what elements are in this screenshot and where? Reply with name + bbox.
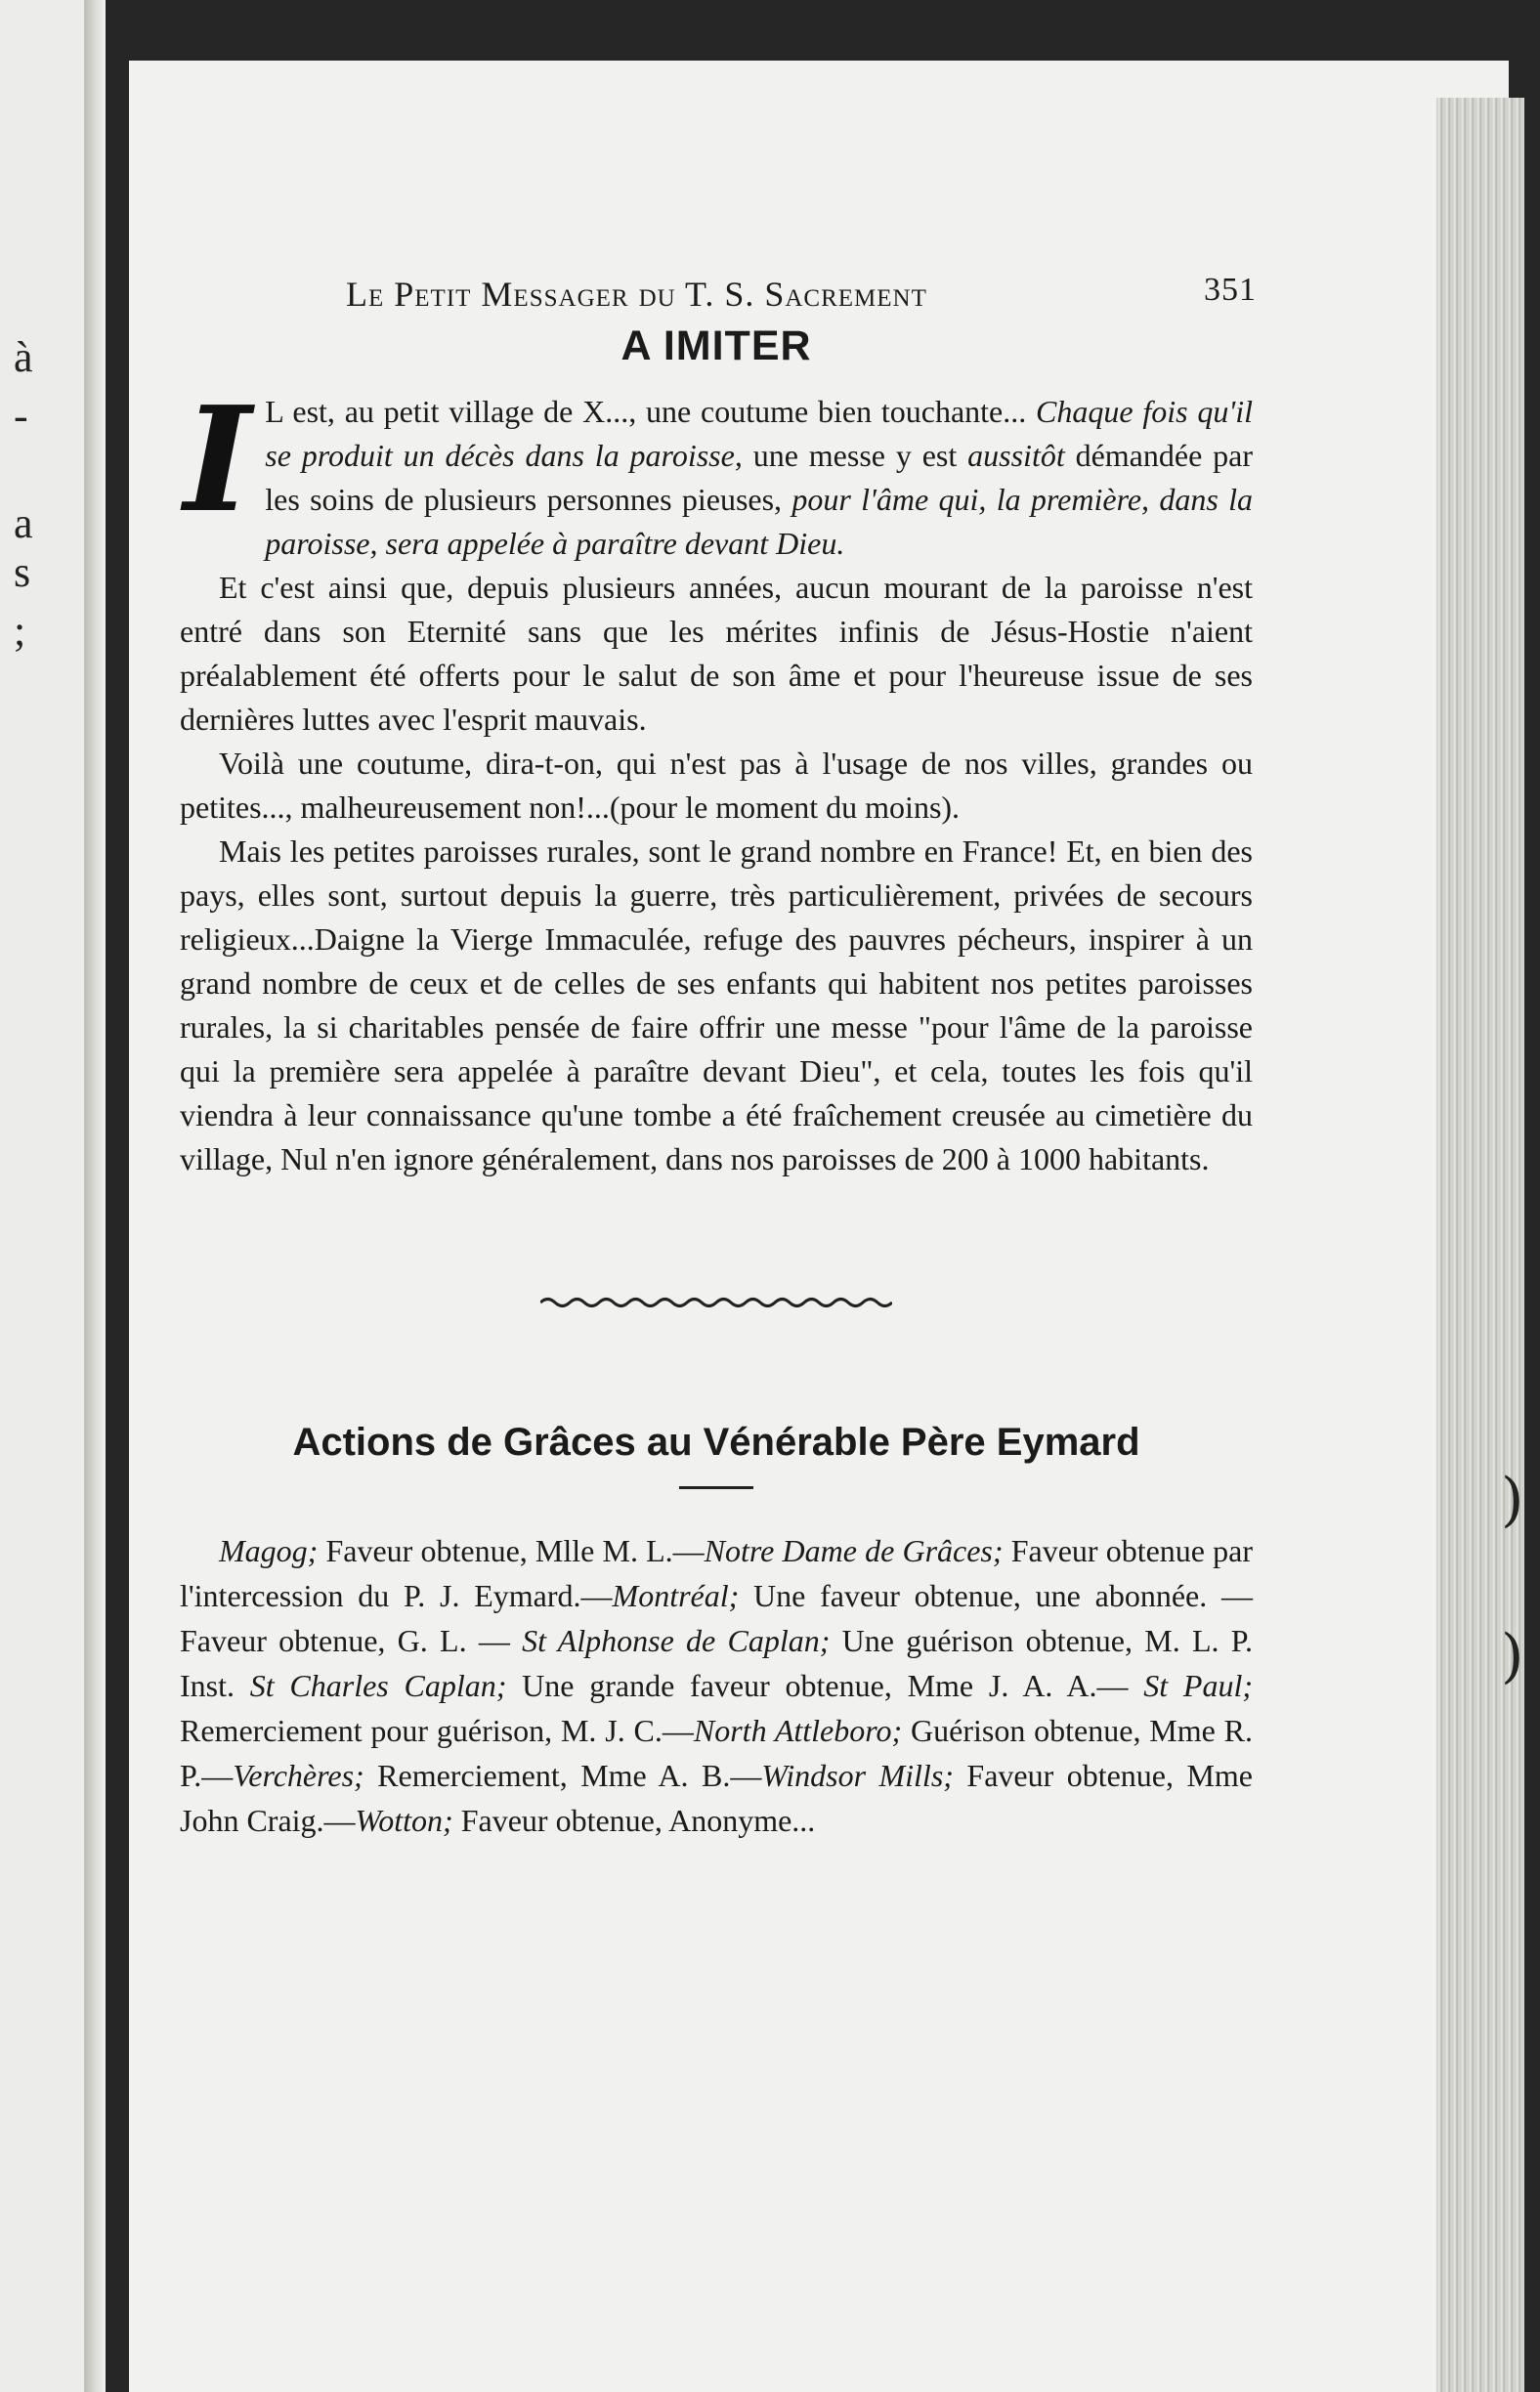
left-page-strip (0, 0, 106, 2392)
thanks-entry: Remerciement pour guérison, M. J. C.— (180, 1713, 694, 1748)
right-margin-mark: ) (1501, 1466, 1524, 1534)
thanks-place: Magog; (219, 1533, 319, 1568)
article-paragraph-2: Et c'est ainsi que, depuis plusieurs années, aucun mourant de la paroisse n'est entré dans son Eternité sans que les mérites infinis de Jésus-Hostie n'aient préalablement été offerts pour le salut de son âme et pour l'heureuse issue de ses dernières luttes avec l'esprit mauvais. (180, 570, 1253, 737)
article-paragraph-4: Mais les petites paroisses rurales, sont le grand nombre en France! Et, en bien des pays, elles sont, surtout depuis la guerre, très particulièrement, privées de secours religieux...Daigne la Vierge Immaculée, refuge des pauvres pécheurs, inspirer à un grand nombre de ceux et de celles de ses enfants qui habitent nos petites paroisses rurales, la si charitables pensée de faire offrir une messe "pour l'âme de la paroisse qui la première sera appelée à paraître devant Dieu", et cela, toutes les fois qu'il viendra à leur connaissance qu'une tombe a été fraîchement creusée au cimetière du village, Nul n'en ignore généralement, dans nos paroisses de 200 à 1000 habitants. (180, 833, 1253, 1176)
thanks-place: St Charles Caplan; (249, 1668, 507, 1703)
page-number: 351 (1204, 272, 1257, 308)
thanks-list (180, 1528, 1253, 1843)
thanks-entry: Une faveur obtenue, une abonnée. — Faveur obtenue, G. L. — (180, 1578, 1254, 1658)
left-page-gutter (84, 0, 106, 2392)
thanks-place: Verchères; (233, 1758, 364, 1793)
running-head (180, 264, 1257, 315)
thanks-place: St Alphonse de Caplan; (522, 1623, 831, 1658)
thanks-place: Montréal; (612, 1578, 740, 1613)
p1-text-b: Chaque fois qu'il se produit un décès dans la paroisse, (265, 394, 1254, 473)
thanks-place: Wotton; (355, 1803, 453, 1838)
p1-text-f: pour l'âme qui, la première, dans la paroisse, sera appelée à paraître devant Dieu. (265, 482, 1254, 561)
thanks-place: Windsor Mills; (761, 1758, 954, 1793)
thanks-place: Notre Dame de Grâces; (704, 1533, 1004, 1568)
p1-text-d: aussitôt (967, 438, 1065, 473)
thanks-entry: Une guérison obtenue, M. L. P. Inst. (180, 1623, 1254, 1703)
thanks-entry: Faveur obtenue par l'intercession du P. J. Eymard.— (180, 1533, 1254, 1613)
page-content (180, 264, 1257, 1843)
p1-text-c: une messe y est (742, 438, 968, 473)
thanks-place: St Paul; (1143, 1668, 1254, 1703)
left-page-fragment: s (14, 548, 31, 596)
article-paragraph-1 (180, 374, 1254, 566)
p1-text-a: L est, au petit village de X..., une coutume bien touchante... (265, 394, 1037, 429)
title-rule (679, 1486, 753, 1489)
thanks-entry: Faveur obtenue, Mme John Craig.— (180, 1758, 1254, 1838)
thanks-entry: Guérison obtenue, Mme R. P.— (180, 1713, 1254, 1793)
left-page-fragment: à (14, 333, 33, 381)
thanks-entry: Une grande faveur obtenue, Mme J. A. A.— (506, 1668, 1144, 1703)
left-page-fragment: ; (14, 607, 26, 655)
thanks-entry: Remerciement, Mme A. B.— (364, 1758, 762, 1793)
running-head-title: Le Petit Messager du T. S. Sacrement (346, 275, 927, 314)
thanks-title: Actions de Grâces au Vénérable Père Eymard (292, 1421, 1140, 1464)
left-page-fragment: - (14, 392, 28, 440)
wavy-divider (540, 1294, 892, 1311)
article-title: A IMITER (620, 322, 812, 369)
thanks-place: North Attleboro; (693, 1713, 903, 1748)
p1-text-e: démandée par les soins de plusieurs personnes pieuses, (265, 438, 1254, 517)
thanks-entry: Faveur obtenue, Mlle M. L.— (318, 1533, 705, 1568)
article-paragraph-3: Voilà une coutume, dira-t-on, qui n'est pas à l'usage de nos villes, grandes ou petites..., malheureusement non!...(pour le moment du moins). (180, 746, 1253, 825)
thanks-entry: Faveur obtenue, Anonyme... (452, 1803, 816, 1838)
drop-cap: I (184, 374, 252, 544)
left-page-fragment: a (14, 499, 33, 547)
right-margin-mark: ) (1501, 1622, 1524, 1690)
page-stack-edge (1436, 98, 1524, 2392)
